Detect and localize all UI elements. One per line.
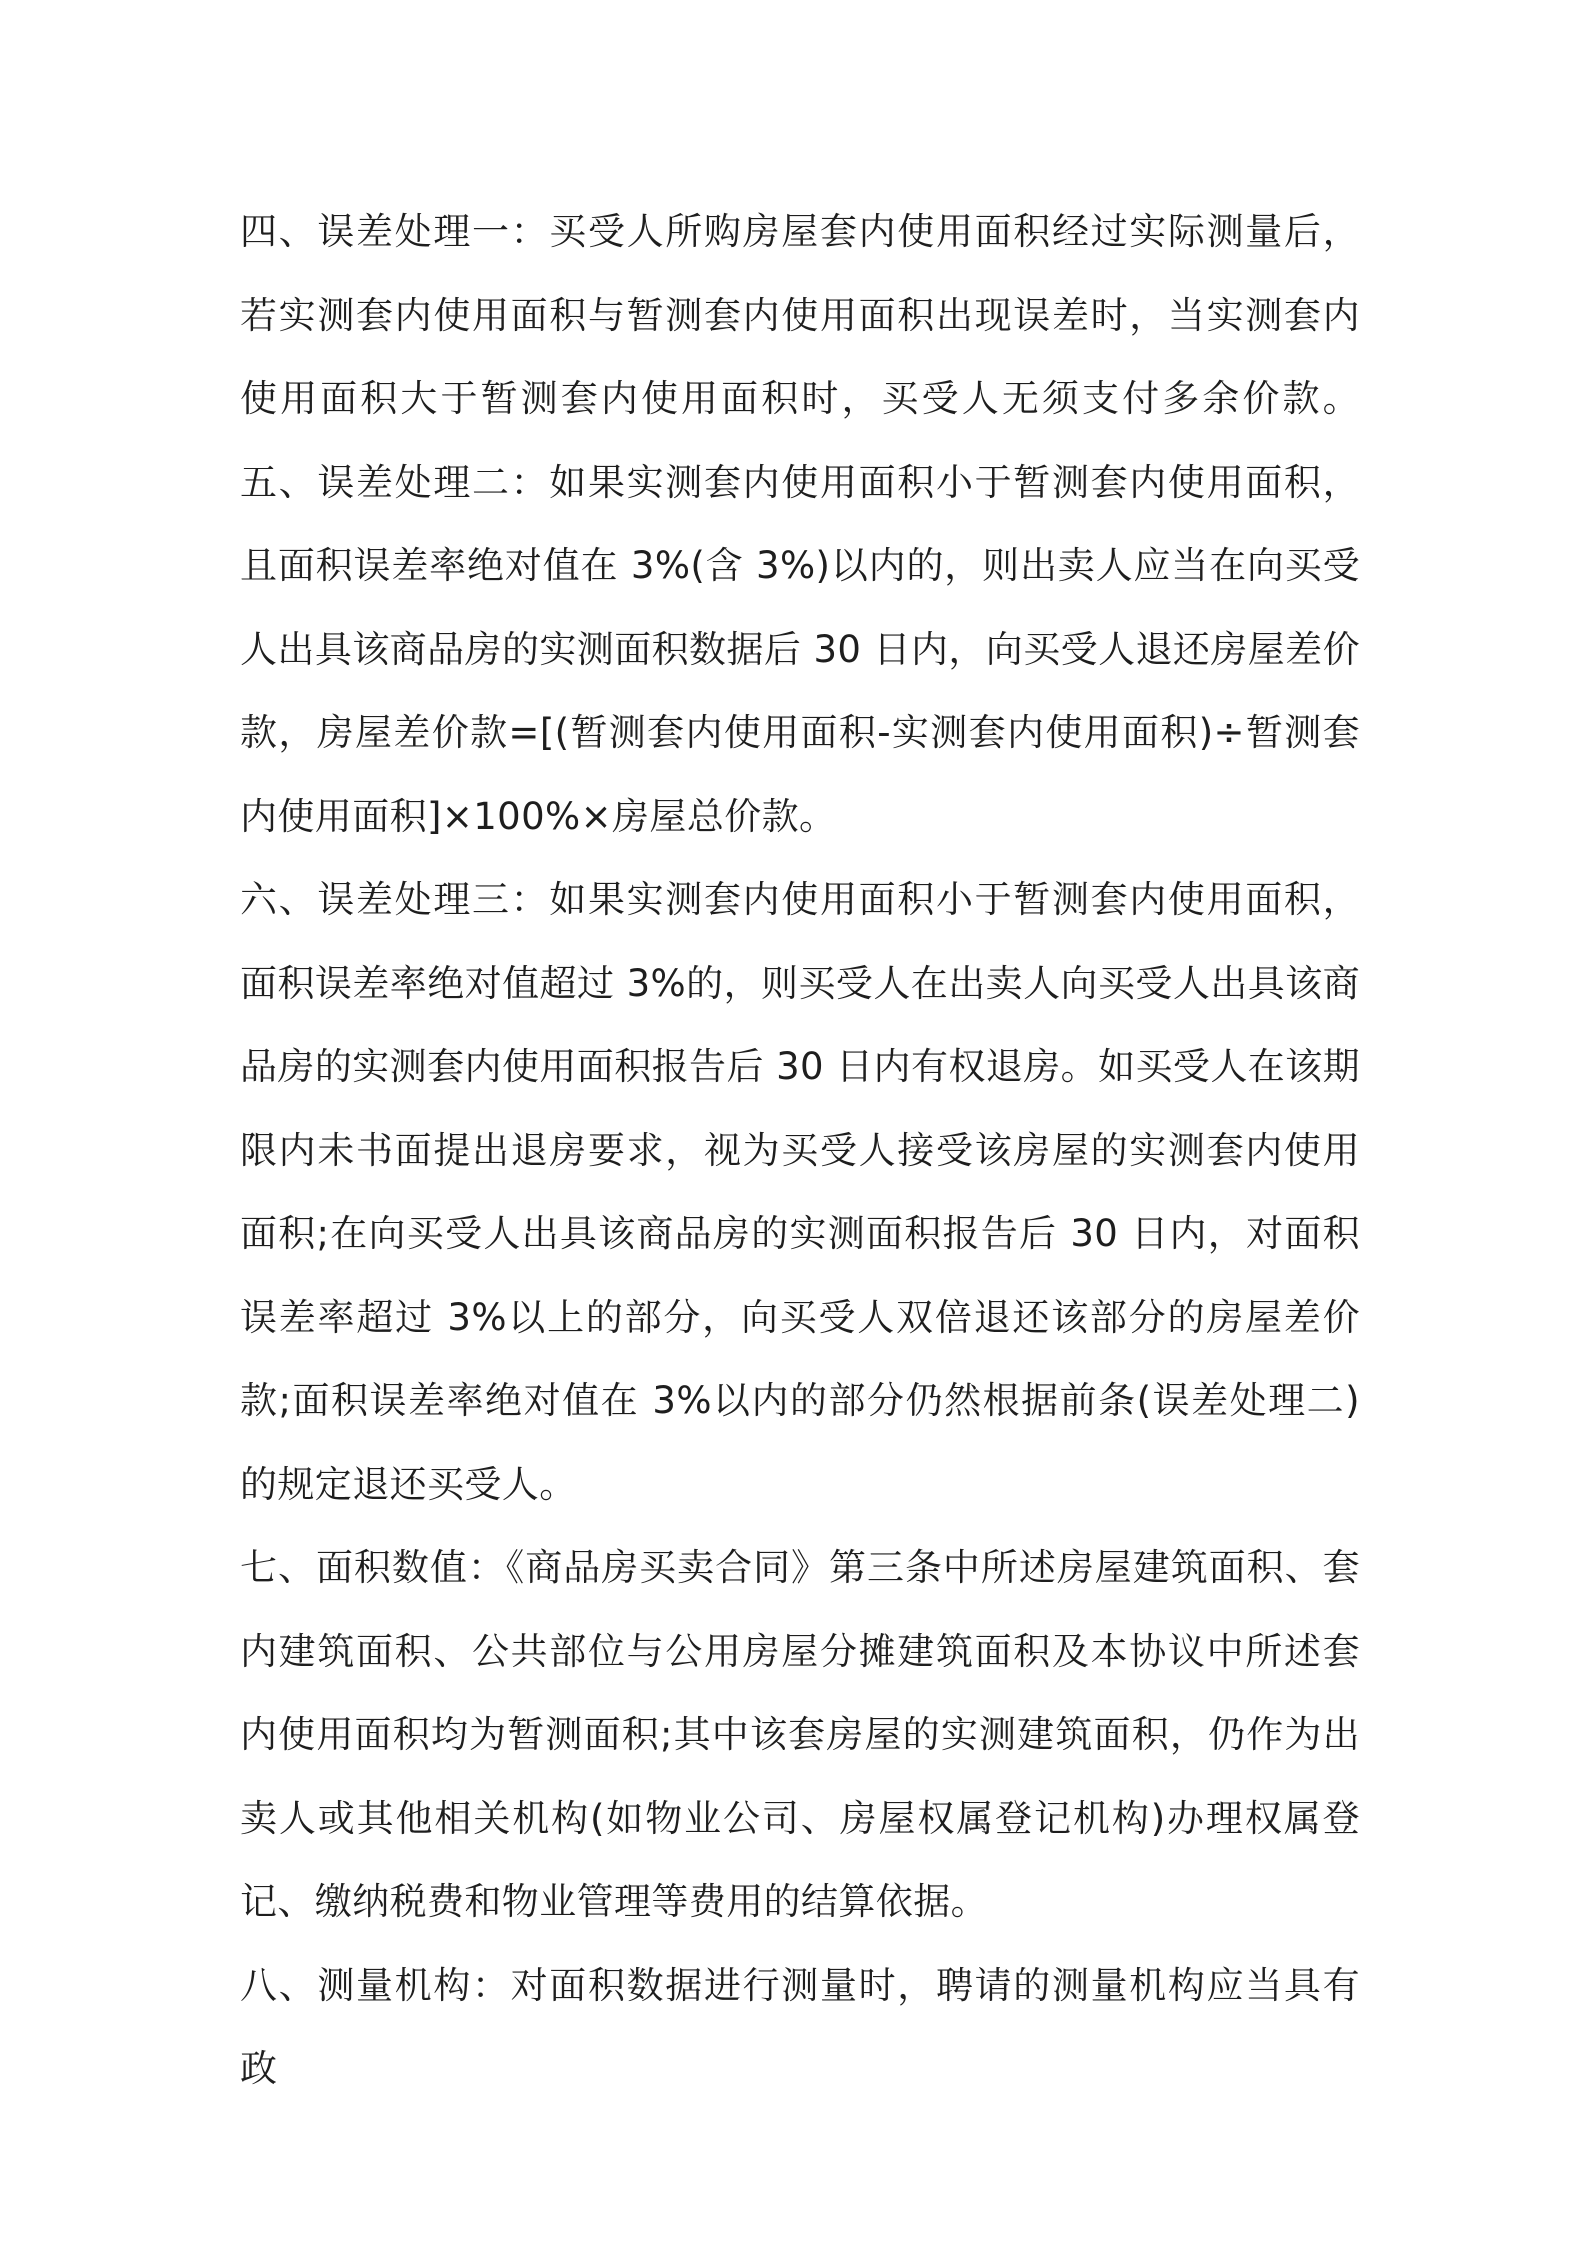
paragraph-error-handling-3: 六、误差处理三：如果实测套内使用面积小于暂测套内使用面积，面积误差率绝对值超过 3%的，则买受人在出卖人向买受人出具该商品房的实测套内使用面积报告后 30 日内有权退房。如买受人在该期限内未书面提出退房要求，视为买受人接受该房屋的实测套内使用面积;在向买受人出具该商品房的实测面积报告后 30 日内，对面积误差率超过 3%以上的部分，向买受人双倍退还该部分的房屋差价款;面积误差率绝对值在 3%以内的部分仍然根据前条(误差处理二)的规定退还买受人。 — [240, 878, 1360, 1506]
paragraph-measurement-agency: 八、测量机构：对面积数据进行测量时，聘请的测量机构应当具有政 — [240, 1963, 1360, 2090]
paragraph-area-values: 七、面积数值：《商品房买卖合同》第三条中所述房屋建筑面积、套内建筑面积、公共部位与公用房屋分摊建筑面积及本协议中所述套内使用面积均为暂测面积;其中该套房屋的实测建筑面积，仍作为出卖人或其他相关机构(如物业公司、房屋权属登记机构)办理权属登记、缴纳税费和物业管理等费用的结算依据。 — [240, 1546, 1360, 1923]
document-body — [240, 190, 1360, 2111]
paragraph-error-handling-1-2: 四、误差处理一：买受人所购房屋套内使用面积经过实际测量后，若实测套内使用面积与暂测套内使用面积出现误差时，当实测套内使用面积大于暂测套内使用面积时，买受人无须支付多余价款。五、误差处理二：如果实测套内使用面积小于暂测套内使用面积，且面积误差率绝对值在 3%(含 3%)以内的，则出卖人应当在向买受人出具该商品房的实测面积数据后 30 日内，向买受人退还房屋差价款，房屋差价款=[(暂测套内使用面积-实测套内使用面积)÷暂测套内使用面积]×100%×房屋总价款。 — [240, 210, 1360, 838]
